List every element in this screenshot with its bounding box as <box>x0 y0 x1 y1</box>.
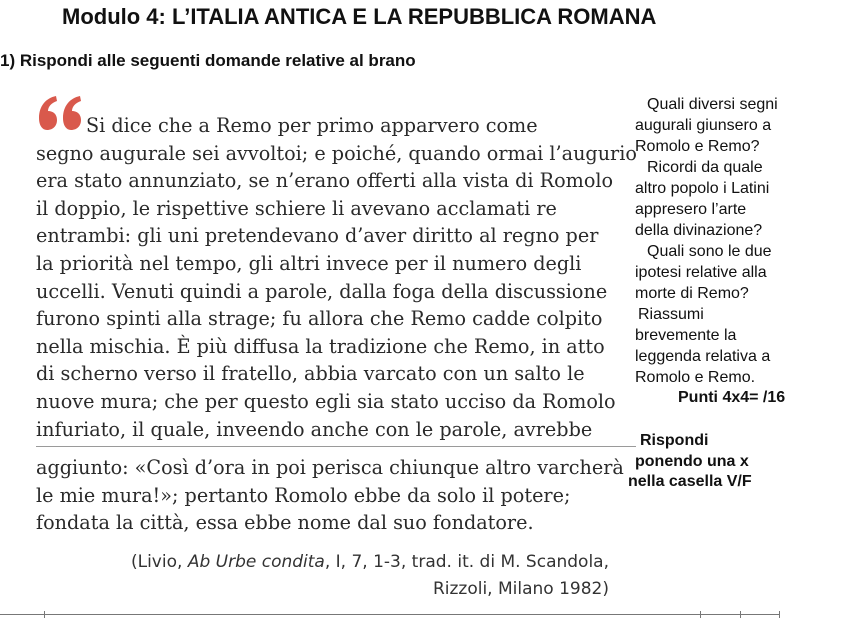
question-3-line: ipotesi relative alla <box>635 264 767 281</box>
points-score: Punti 4x4= /16 <box>678 389 786 406</box>
passage-line: uccelli. Venuti quindi a parole, dalla foga della discussione <box>36 279 608 303</box>
passage-line: furono spinti alla strage; fu allora che Remo cadde colpito <box>36 307 603 331</box>
passage-line: nuove mura; che per questo egli sia stato ucciso da Romolo <box>36 389 616 413</box>
question-1-line: augurali giunsero a <box>635 117 772 134</box>
passage-line: le mie mura!»; pertanto Romolo ebbe da solo il potere; <box>36 483 571 507</box>
passage-line: di scherno verso il fratello, abbia varcato con un salto le <box>36 362 585 386</box>
question-4-line: Riassumi <box>638 306 704 323</box>
question-1-line: Romolo e Remo? <box>635 138 760 155</box>
passage-line: entrambi: gli uni pretendevano d’aver diritto al regno per <box>36 224 599 248</box>
true-false-instruction-line: Rispondi <box>640 432 709 449</box>
citation-prefix: (Livio, <box>130 552 188 572</box>
question-4-line: Romolo e Remo. <box>635 369 756 386</box>
question-4-line: leggenda relativa a <box>635 348 771 365</box>
table-column-divider <box>700 611 701 618</box>
passage-line: aggiunto: «Così d’ora in poi perisca chiunque altro varcherà <box>36 456 624 480</box>
passage-line: Si dice che a Remo per primo apparvero come <box>86 114 538 137</box>
passage-line: infuriato, il quale, inveendo anche con le parole, avrebbe <box>36 417 593 441</box>
question-3-line: Quali sono le due <box>647 243 772 260</box>
true-false-instruction-line: nella casella V/F <box>628 473 752 490</box>
question-1-line: Quali diversi segni <box>647 96 778 113</box>
passage-line: il doppio, le rispettive schiere li avevano acclamati re <box>36 196 557 220</box>
question-3-line: morte di Remo? <box>635 285 749 302</box>
question-2-line: appresero l’arte <box>635 201 747 218</box>
table-column-divider <box>44 611 45 618</box>
passage-line: fondata la città, essa ebbe nome dal suo fondatore. <box>36 511 534 535</box>
passage-line: la priorità nel tempo, gli altri invece per il numero degli <box>36 251 582 275</box>
question-2-line: della divinazione? <box>635 222 763 239</box>
citation-work-title: Ab Urbe condita <box>187 552 325 572</box>
citation-line-1 <box>131 552 609 572</box>
passage-divider <box>36 446 636 447</box>
question-4-line: brevemente la <box>635 327 737 344</box>
passage-line: nella mischia. È più diffusa la tradizione che Remo, in atto <box>36 334 605 358</box>
exercise-instruction: 1) Rispondi alle seguenti domande relative al brano <box>0 51 416 70</box>
table-column-divider <box>779 611 780 618</box>
citation-line-2: Rizzoli, Milano 1982) <box>432 579 609 599</box>
table-column-divider <box>740 611 741 618</box>
question-2-line: Ricordi da quale <box>647 159 763 176</box>
question-2-line: altro popolo i Latini <box>635 180 770 197</box>
table-top-border <box>0 614 780 615</box>
true-false-instruction-line: ponendo una x <box>635 453 749 470</box>
passage-line: segno augurale sei avvoltoi; e poiché, quando ormai l’augurio <box>36 141 637 165</box>
page-title: Modulo 4: L’ITALIA ANTICA E LA REPUBBLICA ROMANA <box>62 4 657 29</box>
citation-suffix: , I, 7, 1-3, trad. it. di M. Scandola, <box>324 552 609 572</box>
passage <box>36 112 636 537</box>
passage-line: era stato annunziato, se n’erano offerti alla vista di Romolo <box>36 169 614 193</box>
